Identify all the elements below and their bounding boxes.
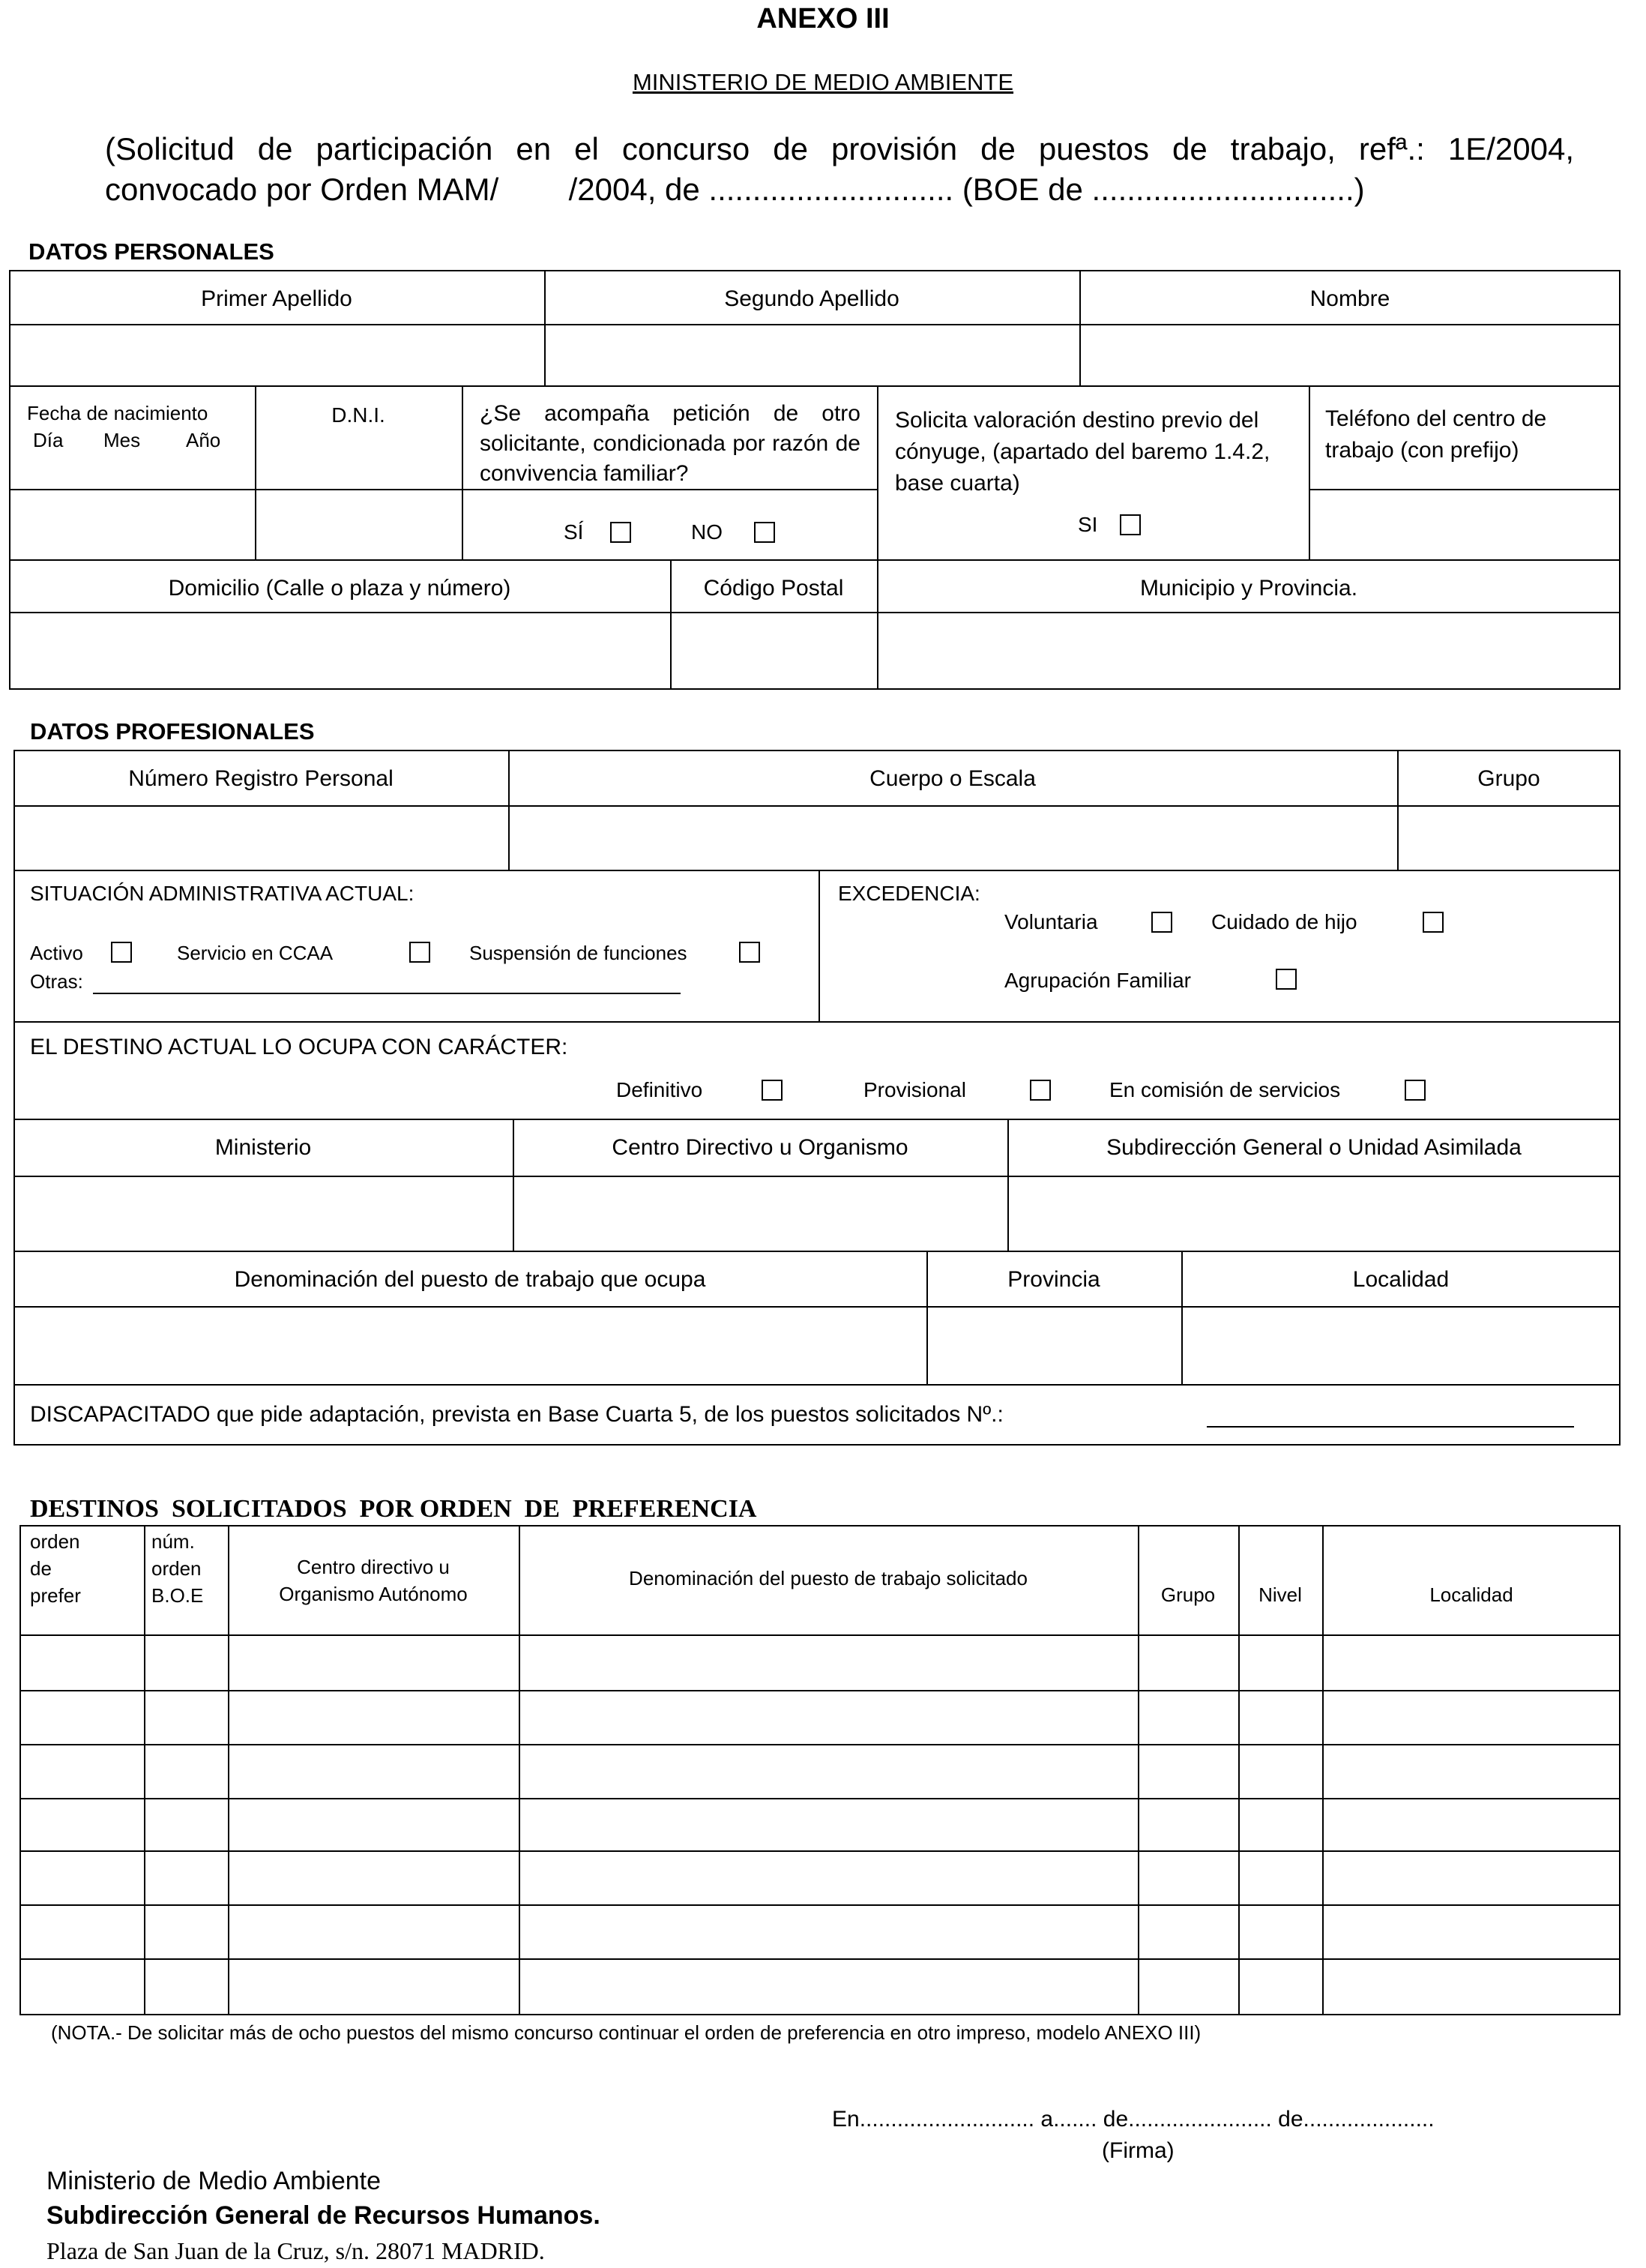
- dni-label: D.N.I.: [331, 403, 385, 427]
- birth-date-label: Fecha de nacimiento: [27, 402, 208, 424]
- disabled-field[interactable]: [1207, 1426, 1574, 1428]
- col-locality-header: Localidad: [1429, 1583, 1513, 1606]
- definitive-checkbox[interactable]: [762, 1080, 783, 1101]
- col-order-header: [30, 1528, 81, 1609]
- commission-checkbox[interactable]: [1405, 1080, 1426, 1101]
- work-phone-field[interactable]: [1310, 492, 1619, 558]
- active-label: Activo: [30, 942, 83, 964]
- second-surname-field[interactable]: [546, 327, 1078, 384]
- col-center-line-2: Organismo Autónomo: [279, 1583, 468, 1605]
- postal-code-label: Código Postal: [703, 576, 844, 601]
- place-date-line[interactable]: En............................ a....... de....................... de.....................: [832, 2107, 1435, 2132]
- col-boe-header: [151, 1528, 203, 1609]
- professional-section-title: DATOS PROFESIONALES: [30, 718, 315, 745]
- definitive-label: Definitivo: [616, 1078, 703, 1101]
- family-label: Agrupación Familiar: [1004, 969, 1191, 992]
- municipality-label: Municipio y Provincia.: [1139, 576, 1358, 601]
- ministry-heading: MINISTERIO DE MEDIO AMBIENTE: [632, 69, 1014, 95]
- locality-field[interactable]: [1183, 1309, 1619, 1383]
- col-level-header: Nivel: [1258, 1583, 1302, 1606]
- admin-status-label: SITUACIÓN ADMINISTRATIVA ACTUAL:: [30, 882, 414, 905]
- post-name-field[interactable]: [15, 1309, 925, 1383]
- col-boe-line-3: B.O.E: [151, 1584, 204, 1607]
- personal-section-title: DATOS PERSONALES: [28, 238, 274, 265]
- voluntary-label: Voluntaria: [1004, 910, 1098, 933]
- birth-date-field[interactable]: [10, 492, 253, 558]
- province-label: Provincia: [1007, 1267, 1100, 1292]
- col-boe-line-2: orden: [151, 1557, 202, 1580]
- col-center-line-1: Centro directivo u: [297, 1556, 450, 1578]
- municipality-field[interactable]: [878, 615, 1619, 688]
- address-field[interactable]: [10, 615, 669, 688]
- disabled-label: DISCAPACITADO que pide adaptación, prevista en Base Cuarta 5, de los puestos solicitados Nº.:: [30, 1402, 1004, 1427]
- col-boe-line-1: núm.: [151, 1530, 195, 1553]
- ccaa-checkbox[interactable]: [409, 942, 430, 963]
- locality-label: Localidad: [1352, 1267, 1450, 1292]
- postal-code-field[interactable]: [672, 615, 875, 688]
- year-label: Año: [186, 429, 221, 451]
- reg-number-label: Número Registro Personal: [128, 766, 394, 791]
- reg-number-field[interactable]: [15, 808, 507, 868]
- companion-no-label: NO: [691, 520, 723, 544]
- footer-address: Plaza de San Juan de la Cruz, s/n. 28071 MADRID.: [46, 2237, 545, 2264]
- destinations-note: (NOTA.- De solicitar más de ocho puestos del mismo concurso continuar el orden de preferencia en otro impreso, modelo ANEXO III): [51, 2021, 1202, 2044]
- destinations-section-title: DESTINOS SOLICITADOS POR ORDEN DE PREFERENCIA: [30, 1495, 757, 1523]
- province-field[interactable]: [928, 1309, 1180, 1383]
- spouse-si-checkbox[interactable]: [1120, 514, 1141, 535]
- provisional-label: Provisional: [863, 1078, 966, 1101]
- work-phone-label: Teléfono del centro de trabajo (con prefijo): [1325, 406, 1547, 463]
- corps-field[interactable]: [510, 808, 1396, 868]
- commission-label: En comisión de servicios: [1109, 1078, 1341, 1101]
- col-order-line-2: de: [30, 1557, 52, 1580]
- group-field[interactable]: [1399, 808, 1619, 868]
- intro-text: [105, 129, 1574, 210]
- leave-label: EXCEDENCIA:: [838, 882, 980, 905]
- ministry-label: Ministerio: [214, 1135, 312, 1160]
- post-name-label: Denominación del puesto de trabajo que ocupa: [234, 1267, 706, 1292]
- col-post-header: Denominación del puesto de trabajo solicitado: [629, 1567, 1028, 1589]
- directive-field[interactable]: [514, 1179, 1006, 1249]
- group-label: Grupo: [1477, 766, 1540, 791]
- directive-label: Centro Directivo u Organismo: [612, 1135, 908, 1160]
- ministry-field[interactable]: [15, 1179, 511, 1249]
- col-order-line-3: prefer: [30, 1584, 81, 1607]
- family-checkbox[interactable]: [1276, 969, 1297, 990]
- page-title: ANEXO III: [756, 3, 890, 34]
- name-label: Nombre: [1309, 286, 1390, 311]
- day-label: Día: [33, 429, 64, 451]
- first-surname-field[interactable]: [10, 327, 543, 384]
- suspension-label: Suspensión de funciones: [469, 942, 687, 964]
- active-checkbox[interactable]: [111, 942, 132, 963]
- spouse-si-label: SI: [1078, 513, 1098, 536]
- ccaa-label: Servicio en CCAA: [177, 942, 334, 964]
- second-surname-label: Segundo Apellido: [724, 286, 899, 311]
- first-surname-label: Primer Apellido: [201, 286, 352, 311]
- intro-line-1: (Solicitud de participación en el concurso de provisión de puestos de trabajo, refª.: 1E/2004,: [105, 131, 1574, 166]
- companion-yes-checkbox[interactable]: [610, 522, 631, 543]
- address-label: Domicilio (Calle o plaza y número): [168, 576, 511, 601]
- signature-label: (Firma): [1102, 2138, 1175, 2163]
- others-field[interactable]: [93, 993, 681, 994]
- others-label: Otras:: [30, 970, 83, 993]
- corps-label: Cuerpo o Escala: [869, 766, 1036, 791]
- intro-line-2: convocado por Orden MAM/ /2004, de ............................ (BOE de ..............................): [105, 172, 1365, 207]
- subdirection-label: Subdirección General o Unidad Asimilada: [1106, 1135, 1522, 1160]
- companion-yes-label: SÍ: [564, 520, 584, 544]
- month-label: Mes: [103, 429, 141, 451]
- suspension-checkbox[interactable]: [739, 942, 760, 963]
- companion-no-checkbox[interactable]: [754, 522, 775, 543]
- provisional-checkbox[interactable]: [1030, 1080, 1051, 1101]
- footer-subdirection: Subdirección General de Recursos Humanos.: [46, 2201, 600, 2230]
- subdirection-field[interactable]: [1009, 1179, 1619, 1249]
- companion-question: ¿Se acompaña petición de otro solicitante, condicionada por razón de convivencia familiar?: [480, 401, 860, 486]
- col-order-line-1: orden: [30, 1530, 80, 1553]
- footer-ministry: Ministerio de Medio Ambiente: [46, 2167, 382, 2195]
- col-group-header: Grupo: [1160, 1583, 1216, 1606]
- child-care-label: Cuidado de hijo: [1211, 910, 1357, 933]
- dni-field[interactable]: [256, 435, 460, 558]
- voluntary-checkbox[interactable]: [1151, 912, 1172, 933]
- current-post-label: EL DESTINO ACTUAL LO OCUPA CON CARÁCTER:: [30, 1035, 568, 1059]
- col-center-header: [228, 1553, 519, 1607]
- name-field[interactable]: [1081, 327, 1619, 384]
- spouse-question: Solicita valoración destino previo del cónyuge, (apartado del baremo 1.4.2, base cuarta): [895, 408, 1270, 496]
- child-care-checkbox[interactable]: [1423, 912, 1444, 933]
